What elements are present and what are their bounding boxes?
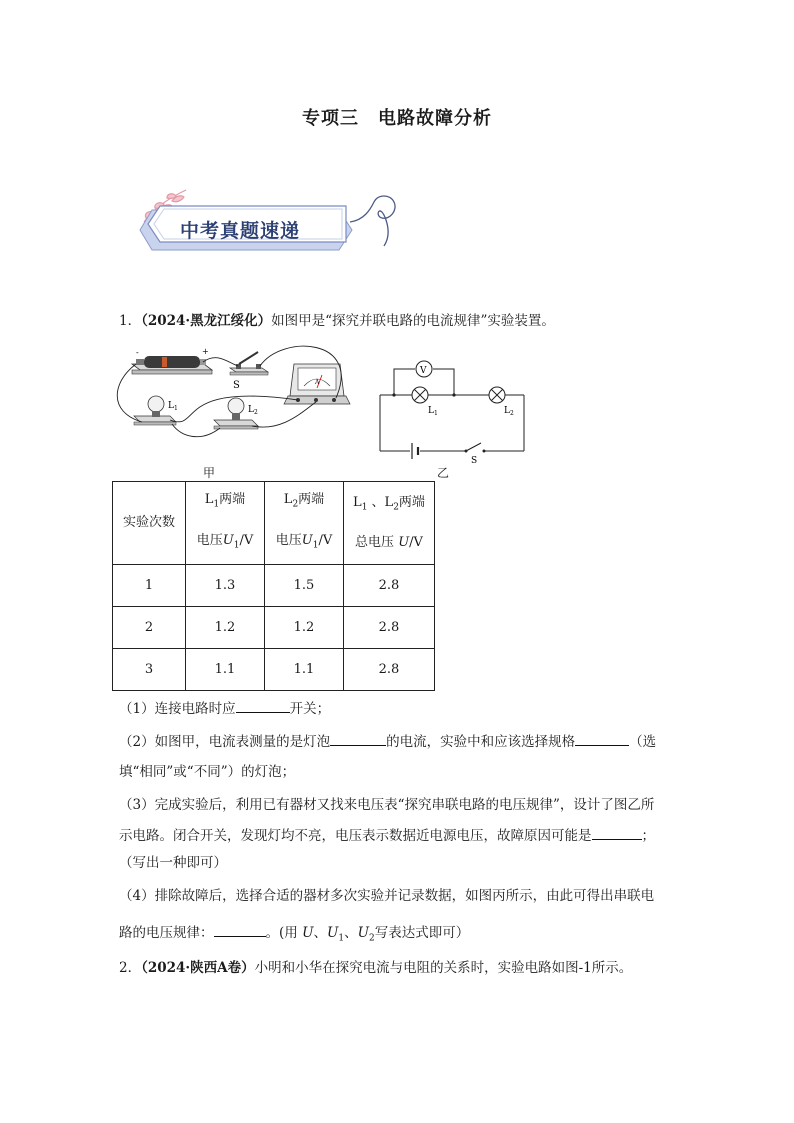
figure-apparatus — [112, 342, 362, 462]
lamp-symbol-1-icon — [412, 387, 428, 403]
question-source: （2024·陕西A卷） — [141, 960, 255, 976]
sub-question-2-line2: 填“相同”或“不同”）的灯泡； — [119, 764, 296, 780]
lamp-symbol-2-icon — [489, 387, 505, 403]
question-text: 小明和小华在探究电流与电阻的关系时，实验电路如图-1所示。 — [254, 960, 633, 976]
answer-blank[interactable] — [330, 731, 386, 746]
table-cell: 1.1 — [265, 649, 344, 691]
switch-label: S — [233, 380, 240, 391]
table-cell: 2.8 — [344, 649, 435, 691]
table-header-cell: $L_2$两端 电压$U_1/V$ — [265, 482, 344, 565]
figure-jia-label: 甲 — [203, 466, 216, 480]
question-number: 1． — [119, 313, 142, 329]
table-cell: 2.8 — [344, 607, 435, 649]
voltmeter-label: V — [420, 366, 427, 376]
table-header-row — [113, 482, 435, 565]
table-cell: 1.5 — [265, 565, 344, 607]
lamp-2-label: $L_2$ — [248, 405, 258, 416]
squiggle-decoration-icon — [350, 196, 395, 246]
circuit-lamp-2-label: $L_2$ — [504, 406, 514, 417]
table-cell: 2.8 — [344, 565, 435, 607]
circuit-lamp-1-label: $L_1$ — [428, 406, 438, 417]
table-row — [113, 649, 435, 691]
sub-question-4-line1: （4）排除故障后，选择合适的器材多次实验并记录数据，如图丙所示，由此可得出串联电 — [119, 888, 655, 904]
sub-question-3-line1: （3）完成实验后，利用已有器材又找来电压表“探究串联电路的电压规律”，设计了图乙所 — [119, 797, 655, 813]
sub-question-2: （2）如图甲，电流表测量的是灯泡 的电流，实验中和应该选择规格 （选 — [119, 731, 656, 752]
table-cell: 1.2 — [186, 607, 265, 649]
table-header-cell: 实验次数 — [113, 482, 186, 565]
table-cell: 3 — [113, 649, 186, 691]
question-1-stem — [119, 311, 699, 331]
lamp-1-label: $L_1$ — [168, 401, 178, 412]
table-cell: 1.2 — [265, 607, 344, 649]
question-text: 如图甲是“探究并联电路的电流规律”实验装置。 — [271, 313, 555, 329]
battery-icon — [132, 347, 212, 374]
table-cell: 1 — [113, 565, 186, 607]
table-cell: 1.1 — [186, 649, 265, 691]
circuit-switch-label: S — [471, 456, 478, 465]
svg-text:+: + — [202, 347, 209, 356]
table-row — [113, 565, 435, 607]
data-table — [112, 481, 435, 691]
figure-circuit-diagram — [376, 355, 536, 465]
section-banner-label: 中考真题速递 — [180, 220, 301, 242]
answer-blank[interactable] — [592, 825, 642, 840]
sub-question-3-line2: 示电路。闭合开关，发现灯均不亮，电压表示数据近电源电压，故障原因可能是 ； — [119, 825, 655, 846]
question-2-stem — [119, 958, 719, 978]
table-header-cell: $L_1$ 、$L_2$两端 总电压 U/V — [344, 482, 435, 565]
svg-text:-: - — [136, 348, 139, 357]
sub-question-1: （1）连接电路时应 开关； — [119, 698, 330, 719]
question-number: 2． — [119, 960, 142, 976]
sub-question-3-line3: （写出一种即可） — [119, 855, 227, 871]
table-cell: 2 — [113, 607, 186, 649]
sub-question-4-line2: 路的电压规律： 。(用 U、$U_1$、$U_2$写表达式即可） — [119, 922, 469, 949]
question-source: （2024·黑龙江绥化） — [141, 313, 272, 329]
table-cell: 1.3 — [186, 565, 265, 607]
table-header-cell: $L_1$两端 电压$U_1/V$ — [186, 482, 265, 565]
ammeter-label: A — [315, 379, 320, 386]
table-row — [113, 607, 435, 649]
answer-blank[interactable] — [236, 698, 290, 713]
page-title: 专项三 电路故障分析 — [302, 108, 492, 129]
answer-blank[interactable] — [214, 922, 266, 937]
figure-yi-label: 乙 — [437, 466, 450, 480]
answer-blank[interactable] — [575, 731, 629, 746]
